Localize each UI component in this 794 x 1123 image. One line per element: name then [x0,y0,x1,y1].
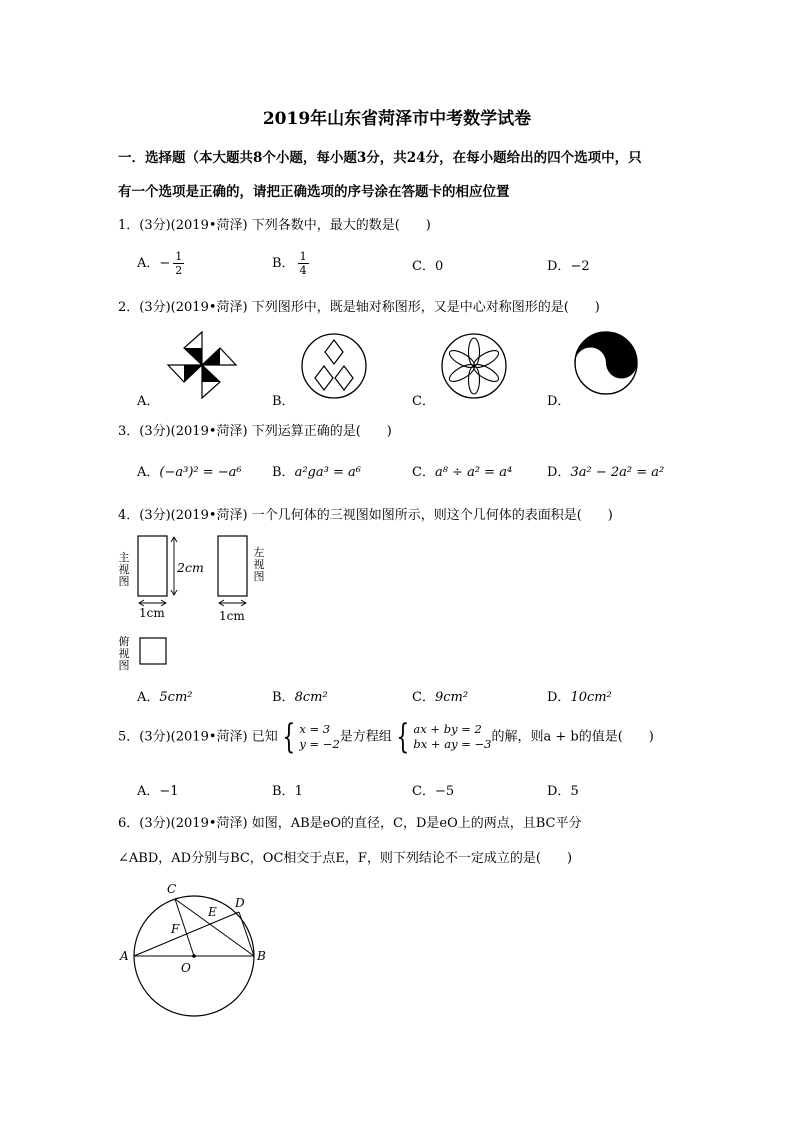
option-value: 0 [434,259,444,274]
option-letter: D． [547,259,571,274]
front-view-label: 主视图 [118,551,130,588]
stem-mid: 是方程组 [339,729,392,745]
option-letter: D． [547,690,571,705]
q4-option-d[interactable] [547,686,612,705]
denominator: 4 [299,264,307,277]
point-label-c: C [167,882,177,896]
option-value: 10cm² [570,690,612,705]
q3-option-c[interactable] [412,461,512,480]
option-expression: a⁸ ÷ a² = a⁴ [434,465,513,480]
top-view-label: 俯视图 [118,635,130,672]
q5-option-b[interactable] [272,780,303,799]
q2-option-b[interactable]: B． [272,394,295,409]
option-expression: 3a² − 2a² = a² [570,465,665,480]
stem-suffix: 的解，则a + b的值是( ) [491,729,654,745]
question-1-stem: 1．(3分)(2019•菏泽) 下列各数中，最大的数是( ) [118,218,431,233]
question-4-stem: 4．(3分)(2019•菏泽) 一个几何体的三视图如图所示，则这个几何体的表面积是( ) [118,508,613,523]
option-letter: B． [272,256,295,271]
q2-option-c[interactable]: C． [412,394,435,409]
q5-option-d[interactable] [547,780,579,799]
point-label-b: B [257,949,266,963]
page-title: 2019年山东省菏泽市中考数学试卷 [262,109,532,129]
q5-option-a[interactable] [137,780,179,799]
q2-option-d[interactable]: D． [547,394,571,409]
option-letter: A． [137,784,160,799]
denominator: 2 [175,264,183,277]
q2-option-a[interactable]: A． [137,394,160,409]
option-letter: B． [272,465,295,480]
q1-option-b[interactable] [272,250,309,277]
q3-option-d[interactable] [547,461,664,480]
left-brace: { [282,717,296,757]
system-line: y = −2 [299,737,340,751]
numerator: 1 [175,250,183,263]
option-letter: A． [137,690,160,705]
point-label-a: A [120,949,129,963]
front-width-label: 1cm [139,606,165,620]
option-letter: D． [547,784,571,799]
q5-option-c[interactable] [412,780,454,799]
option-sign: − [159,256,171,271]
left-brace: { [396,717,410,757]
option-letter: B． [272,784,295,799]
point-label-e: E [208,905,217,919]
option-value: −1 [159,784,179,799]
stem-prefix: 5．(3分)(2019•菏泽) 已知 [118,729,278,745]
option-letter: A． [137,465,160,480]
system-line: x = 3 [299,722,331,736]
option-letter: D． [547,465,571,480]
fraction [173,250,184,277]
option-letter: A． [137,256,160,271]
side-width-label: 1cm [219,609,245,623]
option-value: −2 [570,259,590,274]
q1-option-d[interactable] [547,255,590,274]
section-heading-line2: 有一个选项是正确的，请把正确选项的序号涂在答题卡的相应位置 [118,184,510,200]
option-expression: a²ga³ = a⁶ [294,465,361,480]
height-dimension-label: 2cm [177,560,204,575]
option-letter: C． [412,784,435,799]
side-view-label: 左视图 [253,546,265,583]
question-5-stem [118,717,654,757]
system-line: bx + ay = −3 [413,737,492,751]
system-line: ax + by = 2 [413,722,482,736]
point-label-d: D [235,896,245,910]
option-expression: (−a³)² = −a⁶ [159,465,242,480]
option-letter: C． [412,465,435,480]
q1-option-a[interactable] [137,250,184,277]
option-letter: B． [272,690,295,705]
numerator: 1 [299,250,307,263]
option-value: 8cm² [294,690,328,705]
option-value: −5 [434,784,455,799]
point-label-f: F [171,922,180,936]
question-6-stem-line1: 6．(3分)(2019•菏泽) 如图，AB是eO的直径，C，D是eO上的两点，且BC平分 [118,816,582,831]
three-diamonds-figure[interactable] [300,332,368,400]
question-2-stem: 2．(3分)(2019•菏泽) 下列图形中，既是轴对称图形，又是中心对称图形的是( ) [118,300,600,315]
pinwheel-figure[interactable] [166,330,238,400]
point-label-o: O [181,961,191,975]
section-heading-line1: 一．选择题（本大题共8个小题，每小题3分，共24分，在每小题给出的四个选项中，只 [118,150,642,166]
q3-option-b[interactable] [272,461,361,480]
question-3-stem: 3．(3分)(2019•菏泽) 下列运算正确的是( ) [118,424,392,439]
question-6-stem-line2: ∠ABD，AD分别与BC，OC相交于点E，F，则下列结论不一定成立的是( ) [118,851,573,866]
q4-option-c[interactable] [412,686,468,705]
option-value: 9cm² [434,690,469,705]
option-value: 1 [294,784,303,799]
q4-option-a[interactable] [137,686,192,705]
equation-system [392,717,492,757]
q3-option-a[interactable] [137,461,242,480]
option-letter: C． [412,690,435,705]
yin-yang-figure[interactable] [573,330,639,396]
q1-option-c[interactable] [412,255,443,274]
option-value: 5cm² [159,690,193,705]
q4-option-b[interactable] [272,686,328,705]
option-letter: C． [412,259,435,274]
six-petal-flower-figure[interactable] [440,332,508,400]
option-value: 5 [570,784,579,799]
given-solution-system [278,717,340,757]
fraction [298,250,309,277]
circle-geometry-figure [115,880,275,1020]
three-view-drawing [130,530,260,670]
